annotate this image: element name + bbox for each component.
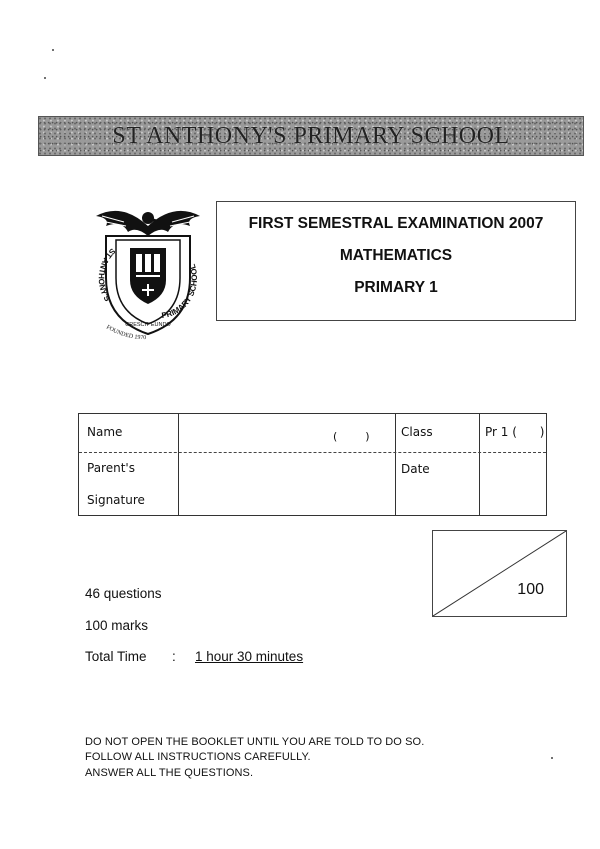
instruction-line: DO NOT OPEN THE BOOKLET UNTIL YOU ARE TOLD TO DO SO. (85, 736, 425, 748)
exam-info-box (216, 201, 576, 321)
total-time-value: 1 hour 30 minutes (195, 649, 304, 664)
total-time-label: Total Time (85, 649, 147, 664)
student-details-table (78, 413, 547, 516)
crest-ring-left: ST ANTHONY'S (96, 246, 118, 304)
total-marks: 100 marks (85, 618, 149, 633)
date-label: Date (401, 462, 430, 476)
class-value[interactable]: Pr 1 ( ) (485, 425, 545, 439)
instruction-line: FOLLOW ALL INSTRUCTIONS CAREFULLY. (85, 751, 311, 763)
class-label: Class (401, 425, 433, 439)
parent-signature-field[interactable] (179, 453, 395, 515)
crest-motto: CRESCIT EUNDO (125, 322, 171, 328)
score-box (432, 530, 567, 617)
score-total: 100 (517, 581, 544, 598)
scan-speck (551, 757, 553, 759)
parent-signature-label-line1: Parent's (87, 461, 135, 475)
index-number-brackets[interactable]: ( ) (333, 430, 370, 443)
instruction-line: ANSWER ALL THE QUESTIONS. (85, 767, 254, 779)
school-banner (38, 116, 584, 156)
school-crest-logo (92, 196, 204, 348)
question-count: 46 questions (85, 586, 162, 601)
exam-subject: MATHEMATICS (339, 247, 453, 264)
name-field[interactable] (179, 414, 395, 452)
crest-ring-right: PRIMARY SCHOOL (160, 262, 200, 321)
scan-speck (44, 77, 46, 79)
parent-signature-label-line2: Signature (87, 493, 145, 507)
total-time-separator: : (172, 649, 176, 664)
school-name: ST ANTHONY'S PRIMARY SCHOOL (112, 123, 510, 149)
crest-founded: FOUNDED 1970 (105, 324, 147, 342)
name-label: Name (87, 425, 123, 439)
exam-level: PRIMARY 1 (354, 279, 438, 296)
scan-speck (52, 49, 54, 51)
exam-title: FIRST SEMESTRAL EXAMINATION 2007 (248, 215, 544, 232)
score-field[interactable] (435, 533, 495, 573)
table-divider (395, 414, 396, 515)
date-field[interactable] (480, 453, 546, 515)
